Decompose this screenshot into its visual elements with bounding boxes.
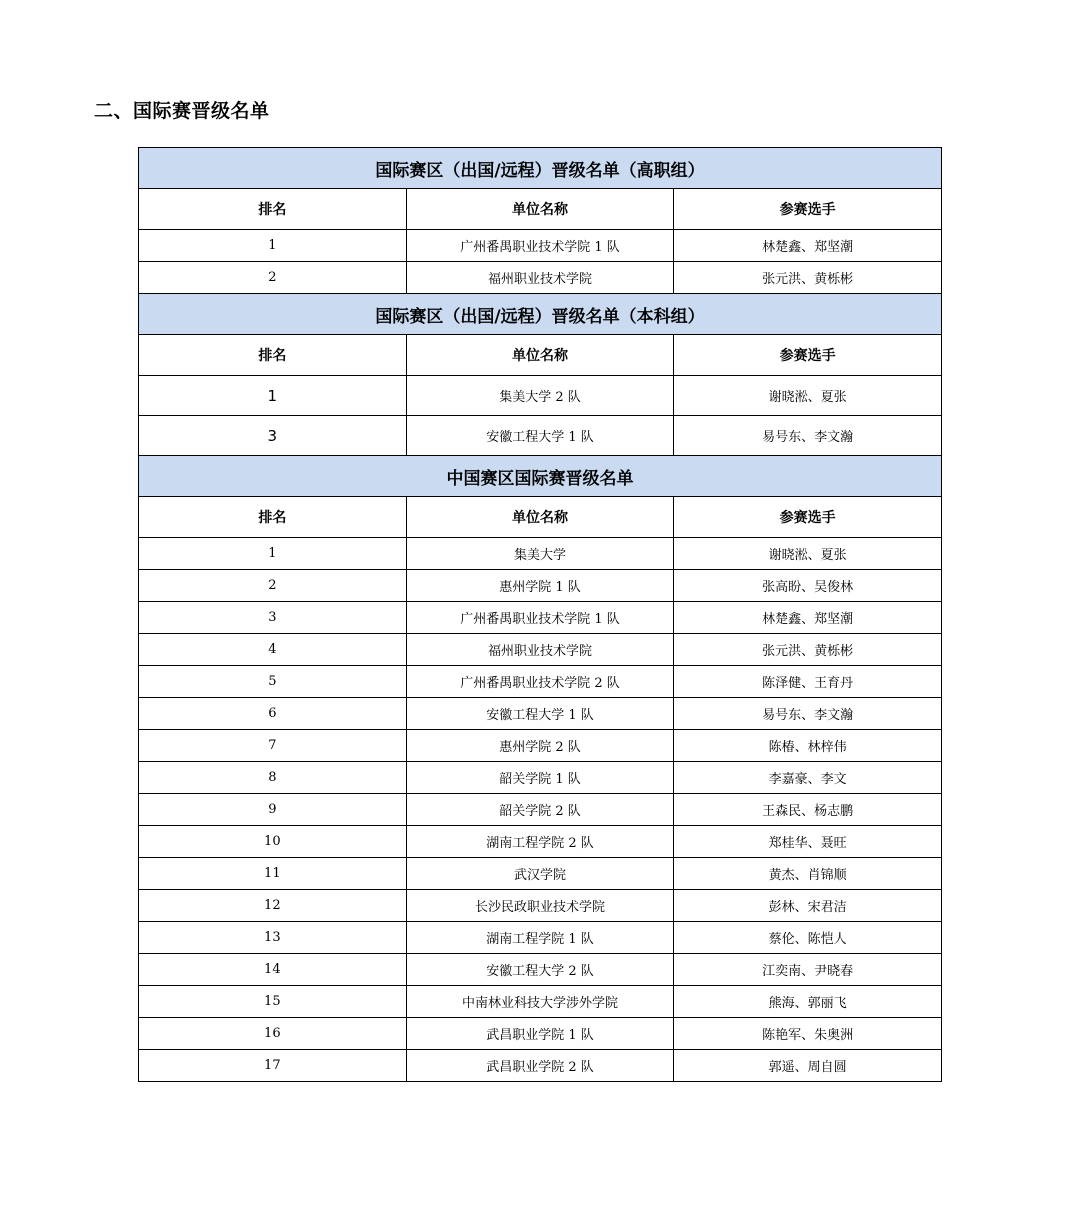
rank-cell: 3 [139, 416, 407, 456]
players-cell: 江奕南、尹晓春 [674, 954, 942, 986]
rank-cell: 3 [139, 602, 407, 634]
school-cell: 安徽工程大学 1 队 [406, 698, 674, 730]
table-row [139, 826, 942, 858]
school-header: 单位名称 [406, 335, 674, 376]
school-cell: 武昌职业学院 2 队 [406, 1050, 674, 1082]
table-row [139, 858, 942, 890]
school-cell: 集美大学 [406, 538, 674, 570]
rank-cell: 13 [139, 922, 407, 954]
school-cell: 惠州学院 1 队 [406, 570, 674, 602]
school-cell: 中南林业科技大学涉外学院 [406, 986, 674, 1018]
players-header: 参赛选手 [674, 497, 942, 538]
school-cell: 广州番禺职业技术学院 1 队 [406, 230, 674, 262]
school-cell: 广州番禺职业技术学院 2 队 [406, 666, 674, 698]
players-cell: 张元洪、黄栎彬 [674, 634, 942, 666]
section-title: 国际赛区（出国/远程）晋级名单（本科组） [139, 294, 942, 335]
section-title: 中国赛区国际赛晋级名单 [139, 456, 942, 497]
school-cell: 惠州学院 2 队 [406, 730, 674, 762]
players-cell: 王森民、杨志鹏 [674, 794, 942, 826]
school-cell: 福州职业技术学院 [406, 634, 674, 666]
players-header: 参赛选手 [674, 189, 942, 230]
rank-cell: 1 [139, 376, 407, 416]
promotion-table [138, 147, 942, 1082]
table-row [139, 230, 942, 262]
school-cell: 福州职业技术学院 [406, 262, 674, 294]
players-cell: 陈椿、林梓伟 [674, 730, 942, 762]
rank-cell: 5 [139, 666, 407, 698]
rank-cell: 1 [139, 538, 407, 570]
school-cell: 安徽工程大学 1 队 [406, 416, 674, 456]
rank-cell: 15 [139, 986, 407, 1018]
table-row [139, 730, 942, 762]
players-cell: 黄杰、肖锦顺 [674, 858, 942, 890]
rank-cell: 14 [139, 954, 407, 986]
players-cell: 林楚鑫、郑坚潮 [674, 602, 942, 634]
rank-header: 排名 [139, 189, 407, 230]
school-cell: 武汉学院 [406, 858, 674, 890]
table-row [139, 954, 942, 986]
players-cell: 熊海、郭丽飞 [674, 986, 942, 1018]
table-row [139, 538, 942, 570]
table-row [139, 666, 942, 698]
school-header: 单位名称 [406, 497, 674, 538]
table-row [139, 376, 942, 416]
rank-cell: 4 [139, 634, 407, 666]
rank-cell: 7 [139, 730, 407, 762]
school-header: 单位名称 [406, 189, 674, 230]
table-row [139, 890, 942, 922]
players-cell: 郭遥、周自圆 [674, 1050, 942, 1082]
rank-cell: 8 [139, 762, 407, 794]
rank-cell: 16 [139, 1018, 407, 1050]
school-cell: 湖南工程学院 2 队 [406, 826, 674, 858]
table-row [139, 634, 942, 666]
rank-cell: 17 [139, 1050, 407, 1082]
table-row [139, 262, 942, 294]
section-title: 国际赛区（出国/远程）晋级名单（高职组） [139, 148, 942, 189]
rank-cell: 1 [139, 230, 407, 262]
players-cell: 易号东、李文瀚 [674, 698, 942, 730]
players-cell: 谢晓淞、夏张 [674, 538, 942, 570]
school-cell: 长沙民政职业技术学院 [406, 890, 674, 922]
section-title-row [139, 148, 942, 189]
school-cell: 武昌职业学院 1 队 [406, 1018, 674, 1050]
rank-cell: 2 [139, 570, 407, 602]
players-cell: 李嘉豪、李文 [674, 762, 942, 794]
table-row [139, 570, 942, 602]
rank-cell: 9 [139, 794, 407, 826]
table-row [139, 762, 942, 794]
table-row [139, 986, 942, 1018]
players-cell: 谢晓淞、夏张 [674, 376, 942, 416]
column-header-row [139, 497, 942, 538]
players-cell: 蔡伦、陈恺人 [674, 922, 942, 954]
players-cell: 郑桂华、聂旺 [674, 826, 942, 858]
players-cell: 陈艳军、朱奥洲 [674, 1018, 942, 1050]
table-row [139, 416, 942, 456]
school-cell: 广州番禺职业技术学院 1 队 [406, 602, 674, 634]
players-cell: 张高盼、吴俊林 [674, 570, 942, 602]
rank-header: 排名 [139, 497, 407, 538]
table-row [139, 602, 942, 634]
section-title-row [139, 456, 942, 497]
players-header: 参赛选手 [674, 335, 942, 376]
table-row [139, 794, 942, 826]
table-row [139, 698, 942, 730]
school-cell: 韶关学院 2 队 [406, 794, 674, 826]
players-cell: 陈泽健、王育丹 [674, 666, 942, 698]
page-heading: 二、国际赛晋级名单 [94, 100, 270, 122]
column-header-row [139, 189, 942, 230]
rank-cell: 10 [139, 826, 407, 858]
players-cell: 易号东、李文瀚 [674, 416, 942, 456]
rank-cell: 6 [139, 698, 407, 730]
school-cell: 湖南工程学院 1 队 [406, 922, 674, 954]
rank-cell: 12 [139, 890, 407, 922]
players-cell: 彭林、宋君洁 [674, 890, 942, 922]
players-cell: 林楚鑫、郑坚潮 [674, 230, 942, 262]
rank-header: 排名 [139, 335, 407, 376]
school-cell: 韶关学院 1 队 [406, 762, 674, 794]
column-header-row [139, 335, 942, 376]
table-row [139, 1050, 942, 1082]
school-cell: 集美大学 2 队 [406, 376, 674, 416]
table-row [139, 922, 942, 954]
school-cell: 安徽工程大学 2 队 [406, 954, 674, 986]
table-row [139, 1018, 942, 1050]
section-title-row [139, 294, 942, 335]
rank-cell: 2 [139, 262, 407, 294]
players-cell: 张元洪、黄栎彬 [674, 262, 942, 294]
rank-cell: 11 [139, 858, 407, 890]
